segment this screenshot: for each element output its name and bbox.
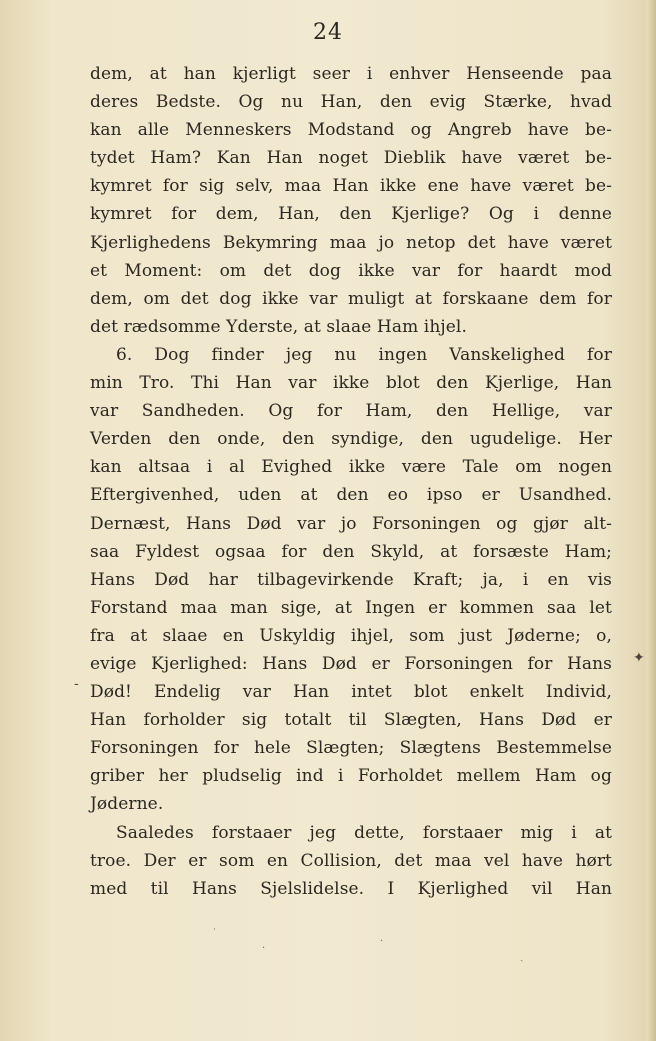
text-line: Han forholder sig totalt til Slægten, Hans Død er	[90, 710, 612, 731]
paper-speck: ˙	[212, 928, 217, 939]
text-line: Jøderne.	[90, 794, 164, 815]
text-line: Verden den onde, den syndige, den ugudelige. Her	[90, 429, 612, 450]
paragraph-start-line: Saaledes forstaaer jeg dette, forstaaer mig i at	[116, 822, 612, 843]
paper-speck: ·	[380, 936, 384, 947]
page-edge-shading	[646, 0, 656, 1041]
text-line: kan alle Menneskers Modstand og Angreb have be-	[90, 120, 612, 141]
text-line: griber her pludselig ind i Forholdet mellem Ham og	[90, 766, 612, 787]
text-line: var Sandheden. Og for Ham, den Hellige, var	[90, 401, 612, 422]
text-line: deres Bedste. Og nu Han, den evig Stærke, hvad	[90, 92, 612, 113]
text-line: tydet Ham? Kan Han noget Dieblik have været be-	[90, 148, 612, 169]
text-line: Kjerlighedens Bekymring maa jo netop det have været	[90, 232, 612, 253]
text-line: Hans Død har tilbagevirkende Kraft; ja, i en vis	[90, 569, 612, 590]
text-line: troe. Der er som en Collision, det maa vel have hørt	[90, 850, 612, 871]
text-line: Død! Endelig var Han intet blot enkelt Individ,	[90, 682, 612, 703]
text-line: saa Fyldest ogsaa for den Skyld, at forsæste Ham;	[90, 541, 612, 562]
text-line: kan altsaa i al Evighed ikke være Tale om nogen	[90, 457, 612, 478]
text-line: Dernæst, Hans Død var jo Forsoningen og gjør alt-	[90, 513, 612, 534]
text-line: Forsoningen for hele Slægten; Slægtens Bestemmelse	[90, 738, 612, 759]
text-line: med til Hans Sjelslidelse. I Kjerlighed vil Han	[90, 878, 612, 899]
margin-star-mark: ✦	[633, 650, 645, 666]
text-line: dem, om det dog ikke var muligt at forskaane dem for	[90, 288, 612, 309]
text-line: et Moment: om det dog ikke var for haardt mod	[90, 260, 612, 281]
page-body-text	[90, 60, 612, 903]
paper-speck: ·	[262, 943, 266, 954]
page-number: 24	[313, 20, 343, 45]
text-line: kymret for sig selv, maa Han ikke ene have været be-	[90, 176, 612, 197]
paragraph-start-line: 6. Dog finder jeg nu ingen Vanskelighed for	[116, 344, 612, 365]
text-line: Forstand maa man sige, at Ingen er kommen saa let	[90, 597, 612, 618]
text-line: min Tro. Thi Han var ikke blot den Kjerlige, Han	[90, 373, 612, 394]
text-line: evige Kjerlighed: Hans Død er Forsoningen for Hans	[90, 653, 612, 674]
text-line: Eftergivenhed, uden at den eo ipso er Usandhed.	[90, 485, 612, 506]
text-line: dem, at han kjerligt seer i enhver Henseende paa	[90, 64, 612, 84]
paper-speck: ˎ	[520, 951, 524, 962]
text-line: det rædsomme Yderste, at slaae Ham ihjel.	[90, 316, 467, 337]
text-line: kymret for dem, Han, den Kjerlige? Og i denne	[90, 204, 612, 225]
text-line: fra at slaae en Uskyldig ihjel, som just Jøderne; o,	[90, 625, 612, 646]
margin-dash-mark: -	[74, 676, 79, 692]
